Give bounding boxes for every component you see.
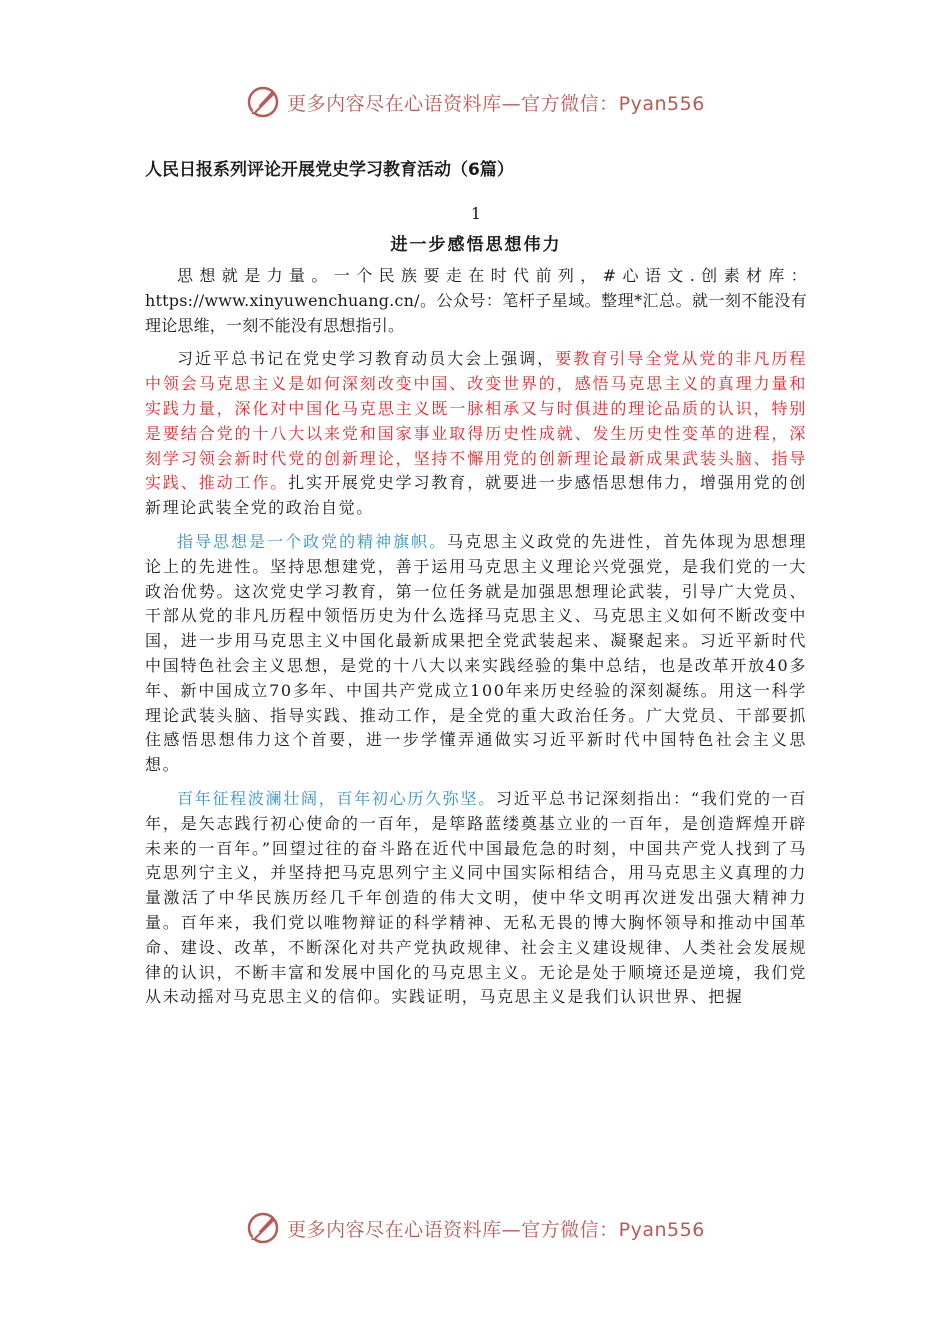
document-body [145,150,807,1010]
document-title: 人民日报系列评论开展党史学习教育活动（6篇） [145,160,514,180]
paragraph-4-rest: 习近平总书记深刻指出：“我们党的一百年，是矢志践行初心使命的一百年，是筚路蓝缕奠基立业的一百年，是创造辉煌开辟未来的一百年。”回望过往的奋斗路在近代中国最危急的时刻，中国共产党人找到了马克思列宁主义，并坚持把马克思列宁主义同中国实际相结合，用马克思主义真理的力量激活了中华民族历经几千年创造的伟大文明，使中华文明再次迸发出强大精神力量。百年来，我们党以唯物辩证的科学精神、无私无畏的博大胸怀领导和推动中国革命、建设、改革，不断深化对共产党执政规律、社会主义建设规律、人类社会发展规律的认识，不断丰富和发展中国化的马克思主义。无论是处于顺境还是逆境，我们党从未动摇对马克思主义的信仰。实践证明，马克思主义是我们认识世界、把握 [145,788,807,1007]
paragraph-2-rest: 扎实开展党史学习教育，就要进一步感悟思想伟力，增强用党的创新理论武装全党的政治自觉。 [145,473,807,518]
paragraph-3 [145,530,807,778]
paragraph-2-lead: 习近平总书记在党史学习教育动员大会上强调， [177,349,556,369]
banner-text: 更多内容尽在心语资料库—官方微信：Pyan556 [287,1218,705,1241]
header-banner [0,82,950,122]
banner-text: 更多内容尽在心语资料库—官方微信：Pyan556 [287,92,705,115]
paragraph-2 [145,347,807,521]
section-title: 进一步感悟思想伟力 [390,235,562,255]
paragraph-1: 思想就是力量。一个民族要走在时代前列，#心语文.创素材库：https://www.xinyuwenchuang.cn/。公众号：笔杆子星域。整理*汇总。就一刻不能没有理论思维，一刻不能没有思想指引。 [145,266,807,335]
quill-pen-logo-icon [245,1210,281,1246]
paragraph-2-highlight: 要教育引导全党从党的非凡历程中领会马克思主义是如何深刻改变中国、改变世界的，感悟马克思主义的真理力量和实践力量，深化对中国化马克思主义既一脉相承又与时俱进的理论品质的认识，特别是要结合党的十八大以来党和国家事业取得历史性成就、发生历史性变革的进程，深刻学习领会新时代党的创新理论，坚持不懈用党的创新理论最新成果武装头脑、指导实践、推动工作。 [145,349,807,493]
section-number: 1 [470,204,482,223]
quill-pen-logo-icon [245,84,281,120]
paragraph-4 [145,787,807,1010]
footer-banner [0,1208,950,1248]
paragraph-3-highlight: 指导思想是一个政党的精神旗帜。 [177,531,448,551]
paragraph-3-rest: 马克思主义政党的先进性，首先体现为思想理论上的先进性。坚持思想建党，善于运用马克思主义理论兴党强党，是我们党的一大政治优势。这次党史学习教育，第一位任务就是加强思想理论武装，引导广大党员、干部从党的非凡历程中领悟历史为什么选择马克思主义、马克思主义如何不断改变中国，进一步用马克思主义中国化最新成果把全党武装起来、凝聚起来。习近平新时代中国特色社会主义思想，是党的十八大以来实践经验的集中总结，也是改革开放40多年、新中国成立70多年、中国共产党成立100年来历史经验的深刻凝练。用这一科学理论武装头脑、指导实践、推动工作，是全党的重大政治任务。广大党员、干部要抓住感悟思想伟力这个首要，进一步学懂弄通做实习近平新时代中国特色社会主义思想。 [145,531,807,775]
paragraph-4-highlight: 百年征程波澜壮阔，百年初心历久弥坚。 [177,788,496,808]
